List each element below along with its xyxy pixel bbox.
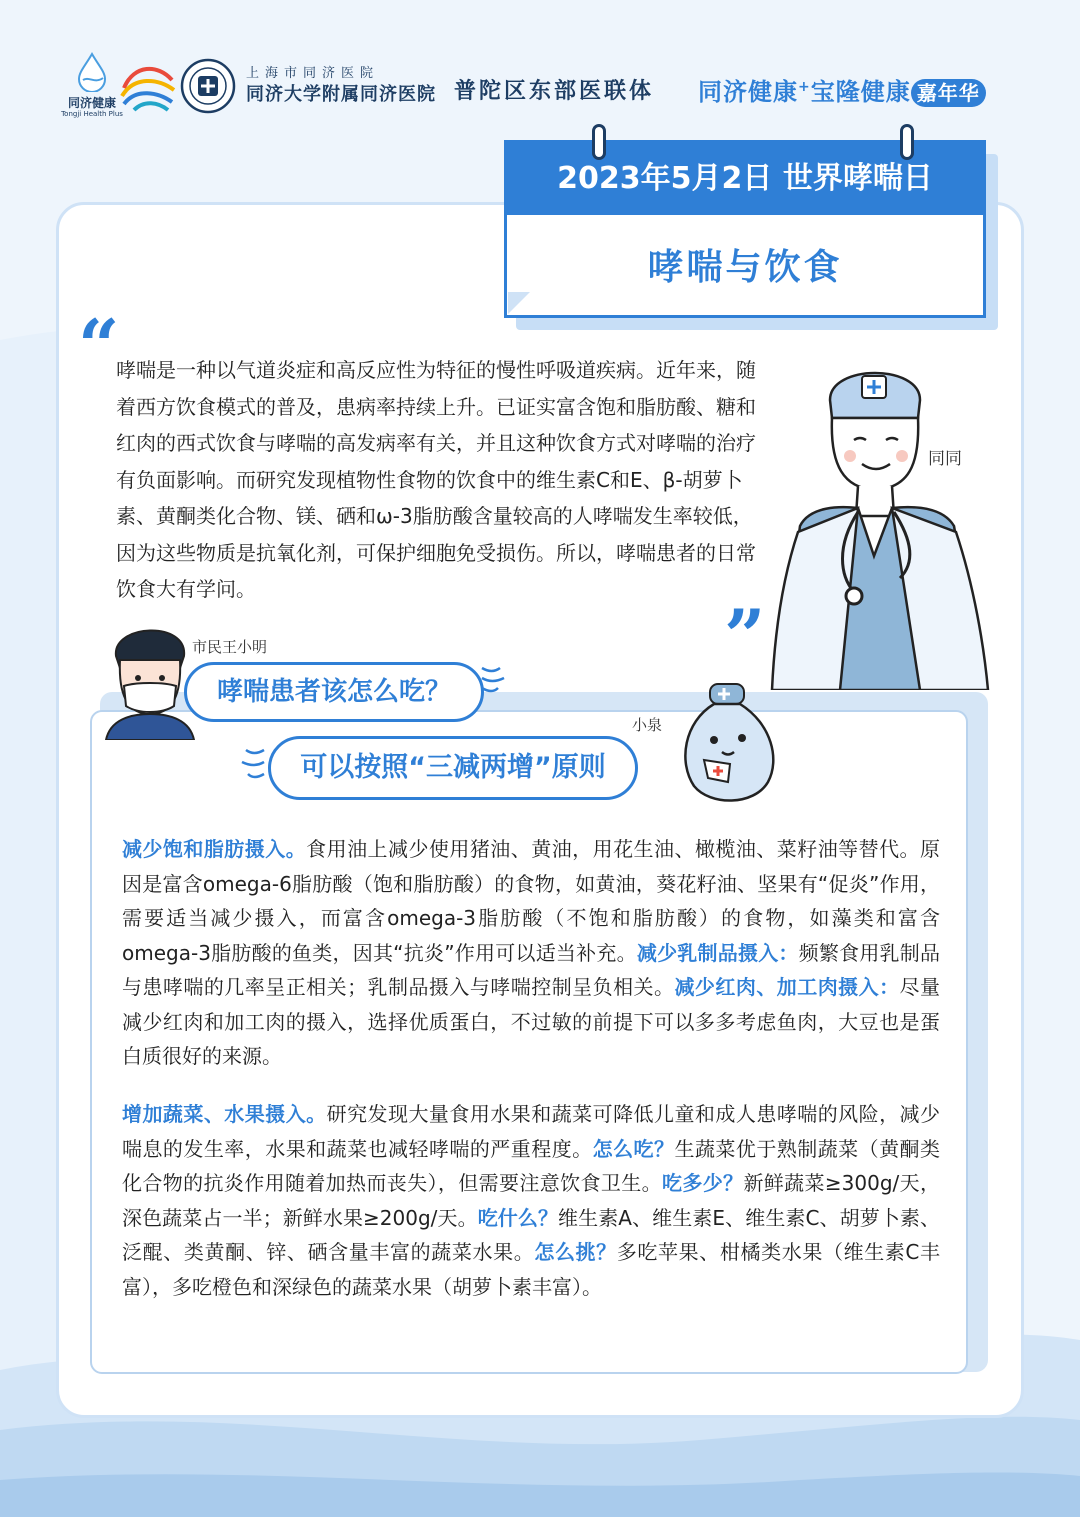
mascot-name-label: 小泉 xyxy=(632,716,663,734)
question-bubble: 哮喘患者该怎么吃？ xyxy=(184,662,484,722)
open-quote-icon: “ xyxy=(78,303,120,388)
heading-how-much: 吃多少？ xyxy=(661,1171,744,1195)
logo-subtitle: Tongji Health Plus xyxy=(61,110,123,118)
mascot-illustration xyxy=(674,682,780,804)
text-how-to-choose: 多吃苹果、柑橘类水果（维生素C丰富），多吃橙色和深绿色的蔬菜水果（胡萝卜素丰富）。 xyxy=(122,1240,941,1299)
sound-lines-icon xyxy=(478,660,508,700)
title-box-front xyxy=(504,140,986,318)
heading-increase-produce: 增加蔬菜、水果摄入。 xyxy=(122,1102,327,1126)
heading-how-to-choose: 怎么挑？ xyxy=(534,1240,617,1264)
heading-reduce-dairy: 减少乳制品摄入： xyxy=(636,940,799,965)
sound-lines-left-icon xyxy=(238,740,268,790)
heading-reduce-red-meat: 减少红肉、加工肉摄入： xyxy=(674,975,900,999)
brand-part-1: 同济健康 xyxy=(698,78,798,106)
citizen-illustration xyxy=(102,616,198,740)
title-box xyxy=(504,140,1000,332)
title-date-line: 2023年5月2日 世界哮喘日 xyxy=(557,161,933,196)
binder-ring-right xyxy=(900,124,914,160)
hospital-name xyxy=(246,66,446,108)
doctor-illustration xyxy=(770,356,990,690)
text-reduce-dairy: 频繁食用乳制品与患哮喘的几率呈正相关；乳制品摄入与哮喘控制呈负相关。 xyxy=(122,940,941,999)
hospital-line-2: 同济大学附属同济医院 xyxy=(246,84,436,105)
doctor-name-label: 同同 xyxy=(928,449,962,469)
hospital-seal-icon xyxy=(180,58,236,114)
page-title: 哮喘与饮食 xyxy=(647,247,843,288)
text-increase-produce: 研究发现大量食用水果和蔬菜可降低儿童和成人患哮喘的风险，减少喘息的发生率，水果和蔬菜也减轻哮喘的严重程度。 xyxy=(122,1102,941,1161)
text-how-much: 新鲜蔬菜≥300g/天，深色蔬菜占一半；新鲜水果≥200g/天。 xyxy=(122,1171,941,1230)
paragraph-reduce xyxy=(122,832,940,1074)
brand-plus: + xyxy=(798,79,811,95)
paragraph-increase xyxy=(122,1097,940,1304)
answer-bubble: 可以按照“三减两增”原则 xyxy=(268,736,638,800)
close-quote-icon: ” xyxy=(724,593,766,678)
text-reduce-red-meat: 尽量减少红肉和加工肉的摄入，选择优质蛋白，不过敏的前提下可以多多考虑鱼肉，大豆也是蛋白质很好的来源。 xyxy=(122,975,941,1068)
heading-how-to-eat: 怎么吃？ xyxy=(592,1136,675,1161)
water-drop-icon xyxy=(75,52,109,92)
brand-banner xyxy=(698,72,986,107)
text-reduce-fat: 食用油上减少使用猪油、黄油，用花生油、橄榄油、菜籽油等替代。原因是富含omega-6脂肪酸（饱和脂肪酸）的食物，如黄油，葵花籽油、坚果有“促炎”作用，需要适当减少摄入，而富含omega-3脂肪酸（不饱和脂肪酸）的食物，如藻类和富含omega-3脂肪酸的鱼类，因其“抗炎”作用可以适当补充。 xyxy=(122,837,941,965)
intro-paragraph: 哮喘是一种以气道炎症和高反应性为特征的慢性呼吸道疾病。近年来，随着西方饮食模式的普及，患病率持续上升。已证实富含饱和脂肪酸、糖和红肉的西式饮食与哮喘的高发病率有关，并且这种饮食方式对哮喘的治疗有负面影响。而研究发现植物性食物的饮食中的维生素C和E、β-胡萝卜素、黄酮类化合物、镁、硒和ω-3脂肪酸含量较高的人哮喘发生率较低，因为这些物质是抗氧化剂，可保护细胞免受损伤。所以，哮喘患者的日常饮食大有学问。 xyxy=(116,358,756,601)
brand-part-2: 宝隆健康 xyxy=(810,78,911,106)
heading-what-to-eat: 吃什么？ xyxy=(477,1205,559,1230)
hospital-line-1: 上海市同济医院 xyxy=(246,66,380,81)
page-fold-corner xyxy=(508,292,530,314)
brand-badge: 嘉年华 xyxy=(911,79,986,107)
text-what-to-eat: 维生素A、维生素E、维生素C、胡萝卜素、泛醌、类黄酮、锌、硒含量丰富的蔬菜水果。 xyxy=(122,1205,940,1264)
logo-name: 同济健康 xyxy=(67,96,116,110)
text-how-to-eat: 生蔬菜优于熟制蔬菜（黄酮类化合物的抗炎作用随着加热而丧失），但需要注意饮食卫生。 xyxy=(122,1136,941,1195)
binder-ring-left xyxy=(592,124,606,160)
citizen-name-label: 市民王小明 xyxy=(192,638,268,656)
medical-alliance-name: 普陀区东部医联体 xyxy=(454,78,655,104)
heading-reduce-fat: 减少饱和脂肪摄入。 xyxy=(122,837,307,861)
carnival-wave-logo xyxy=(118,58,178,114)
